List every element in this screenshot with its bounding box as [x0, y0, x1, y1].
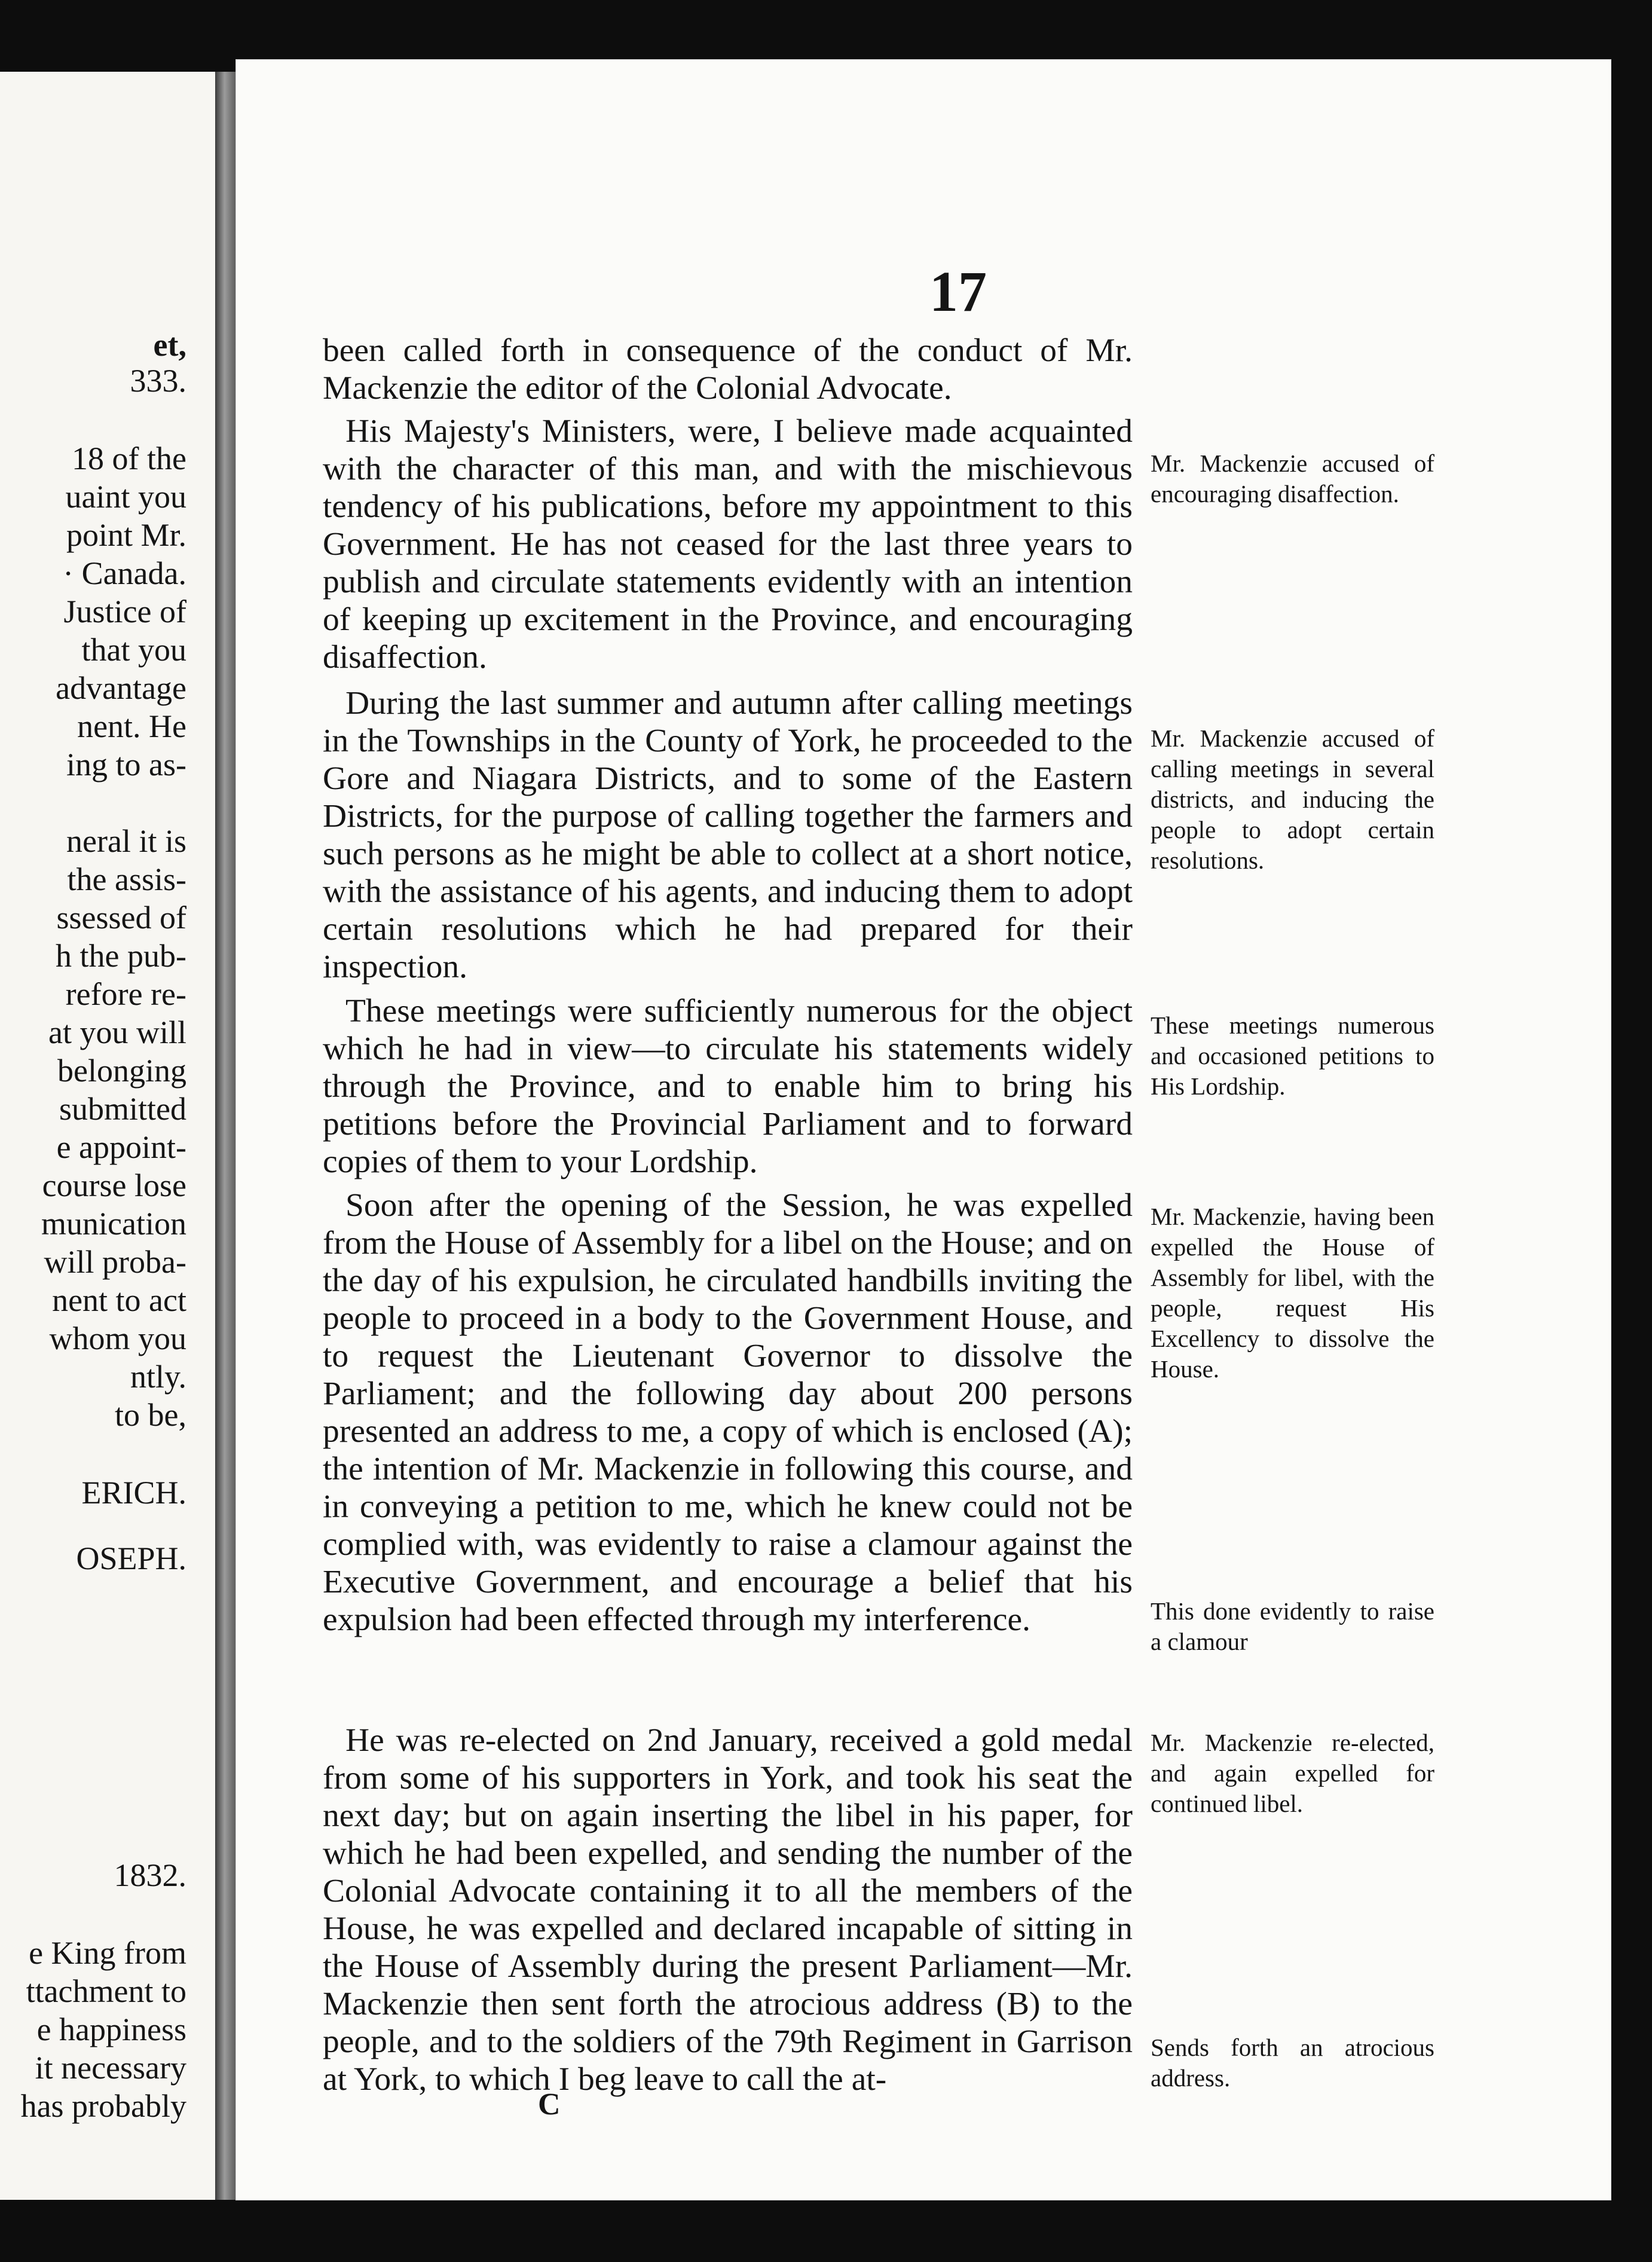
left-line: 18 of the [72, 441, 186, 476]
left-line: et, [153, 327, 186, 363]
left-line: whom you [49, 1320, 186, 1356]
left-line: e appoint- [56, 1129, 186, 1165]
margin-note: Mr. Mackenzie accused of encouraging disaffection. [1151, 450, 1434, 508]
book-gutter [215, 72, 236, 2200]
paragraph: He was re-elected on 2nd January, received a gold medal from some of his supporters in York, and took his seat the next day; but on again inserting the libel in his paper, for which he had been expelled, and sending the number of the Colonial Advocate containing it to all the members of the House, he was expelled and declared incapable of sitting in the House of Assembly during the present Parliament—Mr. Mackenzie then sent forth the atrocious address (B) to the people, and to the soldiers of the 79th Regiment in Garrison at York, to which I beg leave to call the at- [323, 1722, 1133, 2098]
left-line: 1832. [114, 1857, 186, 1893]
left-line: refore re- [65, 976, 186, 1012]
left-line: nent to act [52, 1282, 186, 1318]
paragraph: His Majesty's Ministers, were, I believe made acquainted with the character of this man, and with the mischievous tendency of his publications, before my appointment to this Government. He has not ceased for the last three years to publish and circulate statements evidently with an intention of keeping up excitement in the Province, and encouraging disaffection. [323, 413, 1133, 675]
left-line: the assis- [67, 861, 186, 897]
paragraph: During the last summer and autumn after calling meetings in the Townships in the County of York, he proceeded to the Gore and Niagara Districts, and to some of the Eastern Districts, for the purpose of calling together the farmers and such persons as he might be able to collect at a short notice, with the assistance of his agents, and inducing them to adopt certain resolutions which he had prepared for their inspection. [323, 685, 1133, 985]
left-line: to be, [115, 1397, 186, 1433]
main-page [236, 60, 1611, 2200]
left-line: that you [81, 632, 186, 668]
left-page-fragment [0, 72, 215, 2200]
left-line: course lose [42, 1167, 186, 1203]
left-line: munication [41, 1206, 186, 1242]
left-line: ing to as- [66, 747, 186, 782]
margin-note: These meetings numerous and occasioned petitions to His Lordship. [1151, 1011, 1434, 1100]
margin-note: Mr. Mackenzie re-elected, and again expelled for continued libel. [1151, 1729, 1434, 1817]
left-line: it necessary [35, 2050, 186, 2086]
left-line: nent. He [77, 708, 186, 744]
left-line: has probably [20, 2088, 186, 2124]
left-line: at you will [48, 1014, 186, 1050]
left-line: ttachment to [26, 1973, 186, 2009]
left-line: ssessed of [56, 900, 186, 936]
paragraph: been called forth in consequence of the conduct of Mr. Mackenzie the editor of the Colonial Advocate. [323, 332, 1133, 406]
left-line: h the pub- [56, 938, 186, 974]
left-line: Justice of [63, 594, 186, 629]
left-line: ERICH. [81, 1475, 186, 1511]
paragraph: Soon after the opening of the Session, he was expelled from the House of Assembly for a libel on the House; and on the day of his expulsion, he circulated handbills inviting the people to proceed in a body to the Government House, and to request the Lieutenant Governor to dissolve the Parliament; and the following day about 200 persons presented an address to me, a copy of which is enclosed (A); the intention of Mr. Mackenzie in following this course, and in conveying a petition to me, which he knew could not be complied with, was evidently to raise a clamour against the Executive Government, and encourage a belief that his expulsion had been effected through my interference. [323, 1187, 1133, 1638]
margin-note: This done evidently to raise a clamour [1151, 1597, 1434, 1655]
page-number: 17 [929, 259, 987, 323]
left-line: advantage [56, 670, 186, 706]
left-line: e happiness [36, 2012, 186, 2047]
margin-note: Sends forth an atrocious address. [1151, 2034, 1434, 2092]
left-line: OSEPH. [76, 1540, 186, 1576]
margin-note: Mr. Mackenzie accused of calling meetings in several districts, and inducing the people to adopt certain resolutions. [1151, 725, 1434, 874]
left-line: point Mr. [66, 517, 186, 553]
signature-mark: C [538, 2087, 561, 2122]
margin-note: Mr. Mackenzie, having been expelled the House of Assembly for libel, with the people, request His Excellency to dissolve the House. [1151, 1203, 1434, 1383]
left-line: 333. [130, 363, 186, 399]
left-line: uaint you [65, 479, 186, 515]
left-line: neral it is [66, 823, 186, 859]
left-line: will proba- [44, 1244, 186, 1280]
left-line: submitted [59, 1091, 186, 1127]
left-line: belonging [57, 1053, 186, 1089]
left-line: e King from [29, 1935, 186, 1971]
left-line: ntly. [130, 1359, 186, 1395]
left-line: · Canada. [63, 555, 186, 591]
paragraph: These meetings were sufficiently numerous for the object which he had in view—to circulate his statements widely through the Province, and to enable him to bring his petitions before the Provincial Parliament and to forward copies of them to your Lordship. [323, 993, 1133, 1180]
